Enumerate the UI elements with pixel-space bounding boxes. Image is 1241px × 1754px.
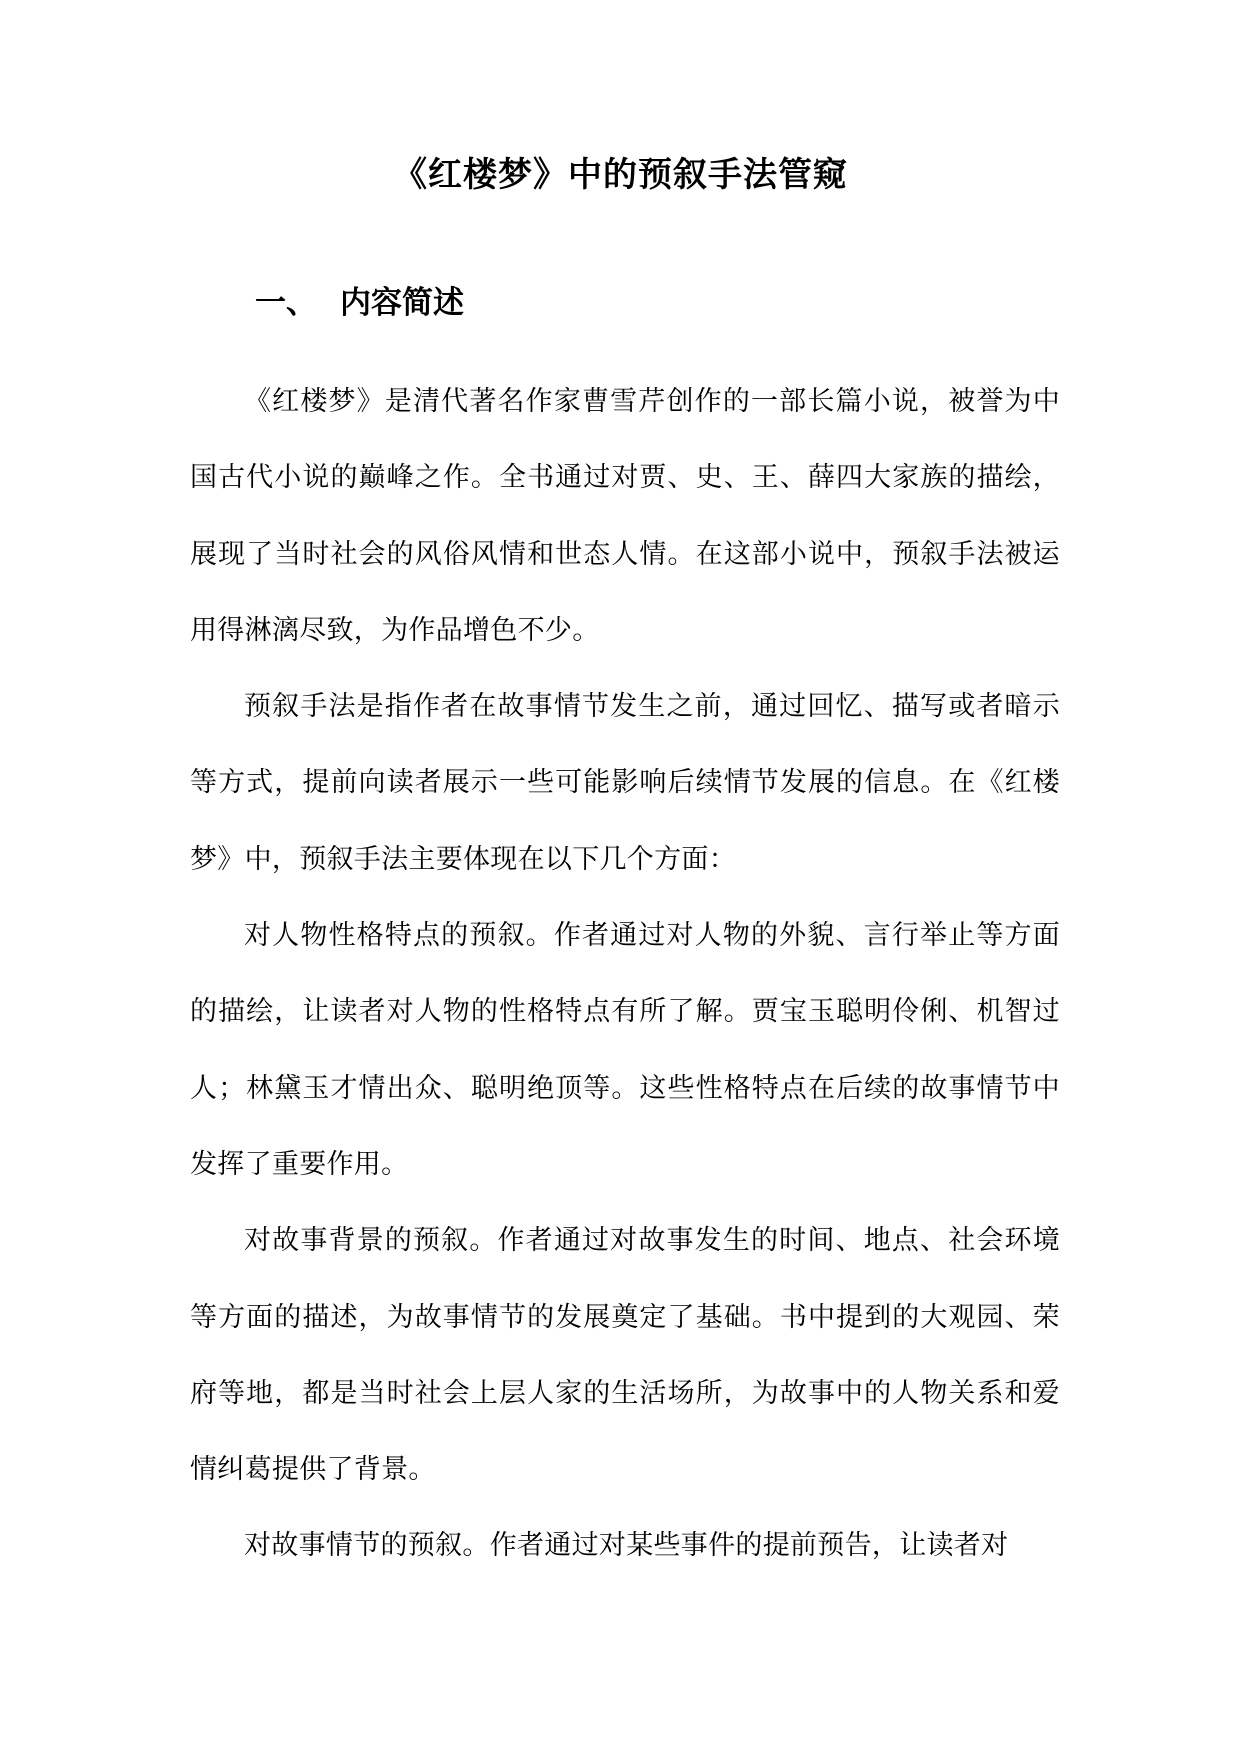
- section-number: 一、: [255, 285, 317, 321]
- paragraph: 《红楼梦》是清代著名作家曹雪芹创作的一部长篇小说，被誉为中国古代小说的巅峰之作。全书通过对贾、史、王、薛四大家族的描绘，展现了当时社会的风俗风情和世态人情。在这部小说中，预叙手法被运用得淋漓尽致，为作品增色不少。: [190, 386, 1060, 646]
- document-title: 《红楼梦》中的预叙手法管窥: [393, 155, 848, 195]
- section-heading: [255, 280, 464, 326]
- paragraph: 对故事背景的预叙。作者通过对故事发生的时间、地点、社会环境等方面的描述，为故事情节的发展奠定了基础。书中提到的大观园、荣府等地，都是当时社会上层人家的生活场所，为故事中的人物关系和爱情纠葛提供了背景。: [190, 1225, 1060, 1486]
- paragraph: 对人物性格特点的预叙。作者通过对人物的外貌、言行举止等方面的描绘，让读者对人物的性格特点有所了解。贾宝玉聪明伶俐、机智过人；林黛玉才情出众、聪明绝顶等。这些性格特点在后续的故事情节中发挥了重要作用。: [190, 920, 1060, 1180]
- paragraph: 预叙手法是指作者在故事情节发生之前，通过回忆、描写或者暗示等方式，提前向读者展示一些可能影响后续情节发展的信息。在《红楼梦》中，预叙手法主要体现在以下几个方面：: [190, 691, 1060, 875]
- paragraph: 对故事情节的预叙。作者通过对某些事件的提前预告，让读者对: [244, 1530, 1009, 1562]
- body-text: [190, 364, 1060, 1585]
- section-title: 内容简述: [340, 285, 464, 321]
